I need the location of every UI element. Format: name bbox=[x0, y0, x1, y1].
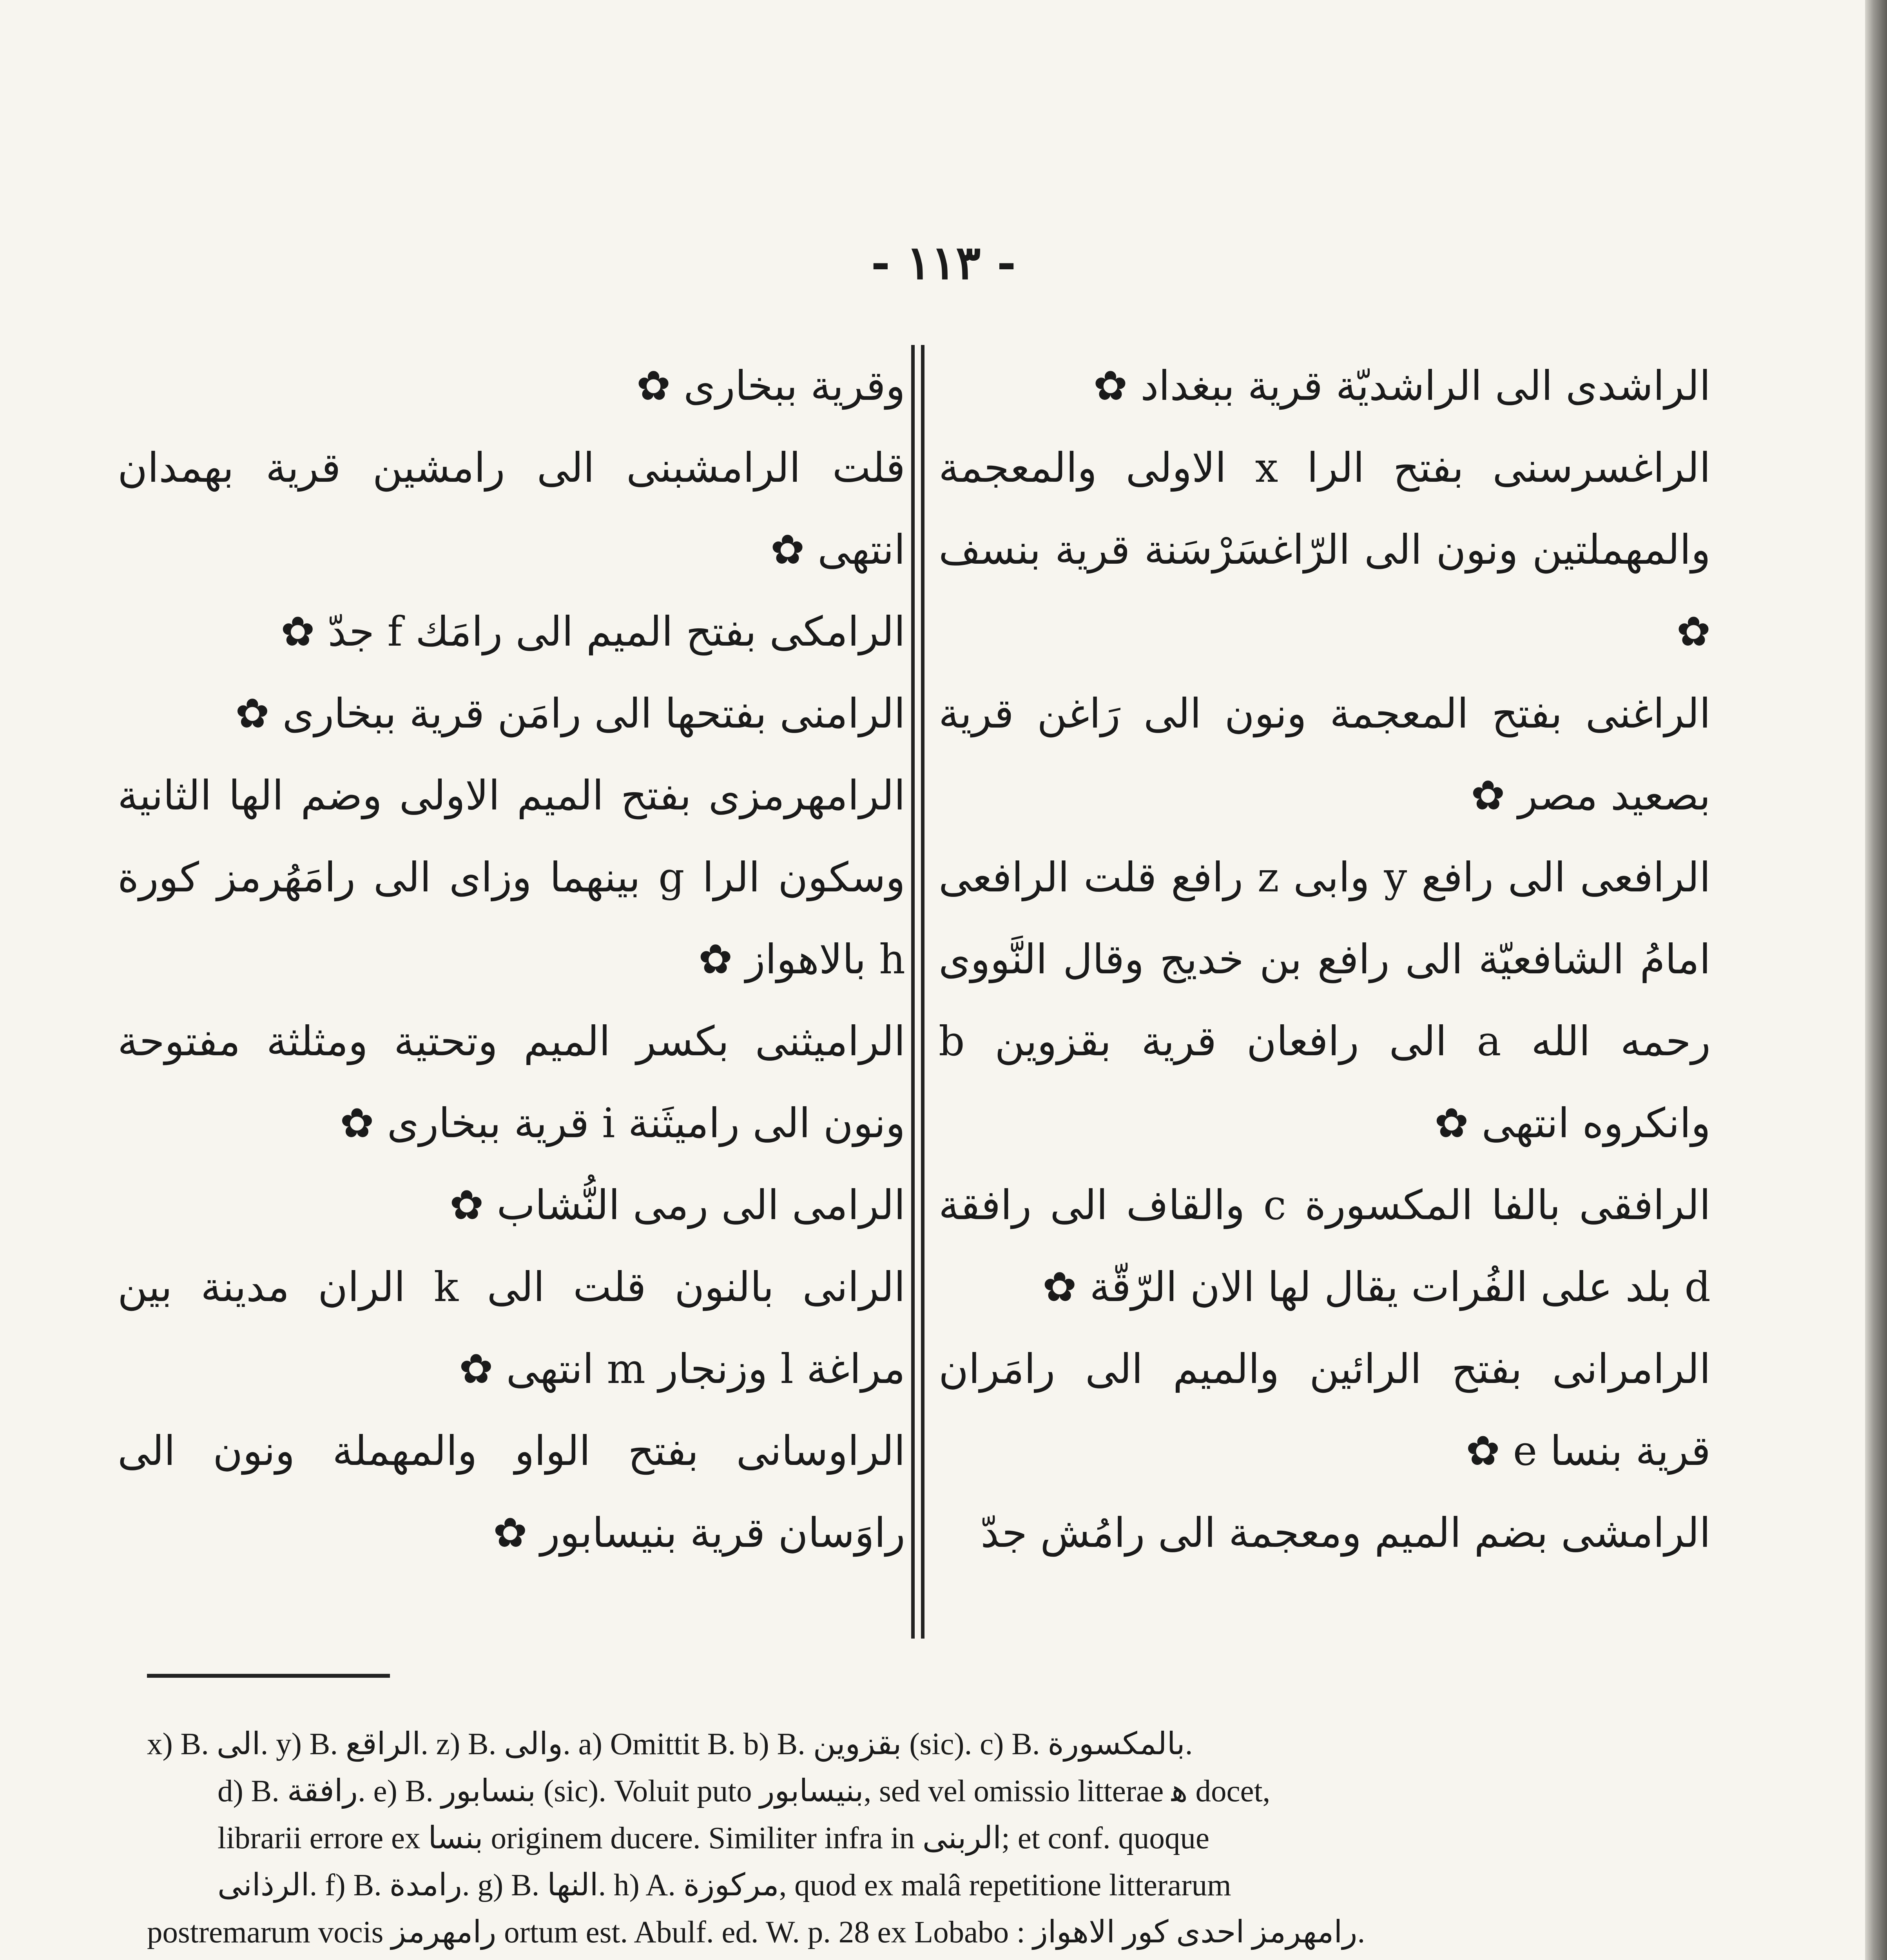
entry: الرانى بالنون قلت الى k الران مدينة بين مراغة l وزنجار m انتهى ✿ bbox=[118, 1263, 905, 1393]
page-edge bbox=[1865, 0, 1887, 1960]
entry: الرامنى بفتحها الى رامَن قرية ببخارى ✿ bbox=[235, 690, 905, 737]
footnote-line: d) B. رافقة. e) B. بنسابور (sic). Voluit puto بنيسابور, sed vel omissio litterae ﻫ docet, bbox=[218, 1774, 1271, 1808]
right-column bbox=[939, 345, 1711, 1574]
footnote-line: postremarum vocis رامهرمز ortum est. Abulf. ed. W. p. 28 ex Lobabo : رامهرمز احدى كور الاهواز. bbox=[147, 1915, 1365, 1949]
footnote-line: الرذانى. f) B. رامدة. g) B. النها. h) A. مركوزة, quod ex malâ repetitione litterarum bbox=[218, 1868, 1231, 1902]
column-divider bbox=[911, 345, 915, 1639]
entry: الراوسانى بفتح الواو والمهملة ونون الى راوَسان قرية بنيسابور ✿ bbox=[118, 1427, 905, 1557]
entry: الرافعى الى رافع y وابى z رافع قلت الرافعى امامُ الشافعيّة الى رافع بن خديج وقال النَّووى رحمه الله a الى رافعان قرية بقزوين b وانكروه انتهى ✿ bbox=[939, 853, 1711, 1147]
entry: قلت الرامشبنى الى رامشين قرية بهمدان انتهى ✿ bbox=[118, 444, 905, 573]
entry: الرامى الى رمى النُّشاب ✿ bbox=[450, 1181, 905, 1229]
left-column bbox=[118, 345, 905, 1574]
footnote-line bbox=[147, 1956, 1711, 1960]
column-divider bbox=[921, 345, 924, 1639]
footnotes bbox=[147, 1721, 1711, 1960]
entry: الراميثنى بكسر الميم وتحتية ومثلثة مفتوحة ونون الى راميثَنة i قرية ببخارى ✿ bbox=[118, 1017, 905, 1147]
entry: الرافقى بالفا المكسورة c والقاف الى رافقة d بلد على الفُرات يقال لها الان الرّقّة ✿ bbox=[939, 1181, 1711, 1311]
page-number: - ١١٣ - bbox=[871, 235, 1016, 290]
entry: الرامكى بفتح الميم الى رامَك f جدّ ✿ bbox=[281, 608, 905, 655]
entry: الرامهرمزى بفتح الميم الاولى وضم الها الثانية وسكون الرا g بينهما وزاى الى رامَهُرمز كورة h بالاهواز ✿ bbox=[118, 771, 906, 983]
footnote-line: x) B. الى. y) B. الراقع. z) B. والى. a) Omittit B. b) B. بقزوين (sic). c) B. بالمكسورة. bbox=[147, 1727, 1193, 1761]
footnote-line: librarii errore ex بنسا originem ducere. Similiter infra in الربنى; et conf. quoque bbox=[218, 1821, 1209, 1855]
entry: الرامرانى بفتح الرائين والميم الى رامَران قرية بنسا e ✿ bbox=[939, 1345, 1711, 1475]
footnote-rule bbox=[147, 1674, 390, 1678]
entry: الرامشى بضم الميم ومعجمة الى رامُش جدّ bbox=[981, 1509, 1711, 1557]
entry: الراغنى بفتح المعجمة ونون الى رَاغن قرية بصعيد مصر ✿ bbox=[939, 690, 1711, 819]
entry: وقرية ببخارى ✿ bbox=[636, 362, 905, 410]
entry: الراشدى الى الراشديّة قرية ببغداد ✿ bbox=[1093, 362, 1711, 410]
entry: الراغسرسنى بفتح الرا x الاولى والمعجمة والمهملتين ونون الى الرّاغسَرْسَنة قرية بنسف ✿ bbox=[939, 444, 1711, 655]
